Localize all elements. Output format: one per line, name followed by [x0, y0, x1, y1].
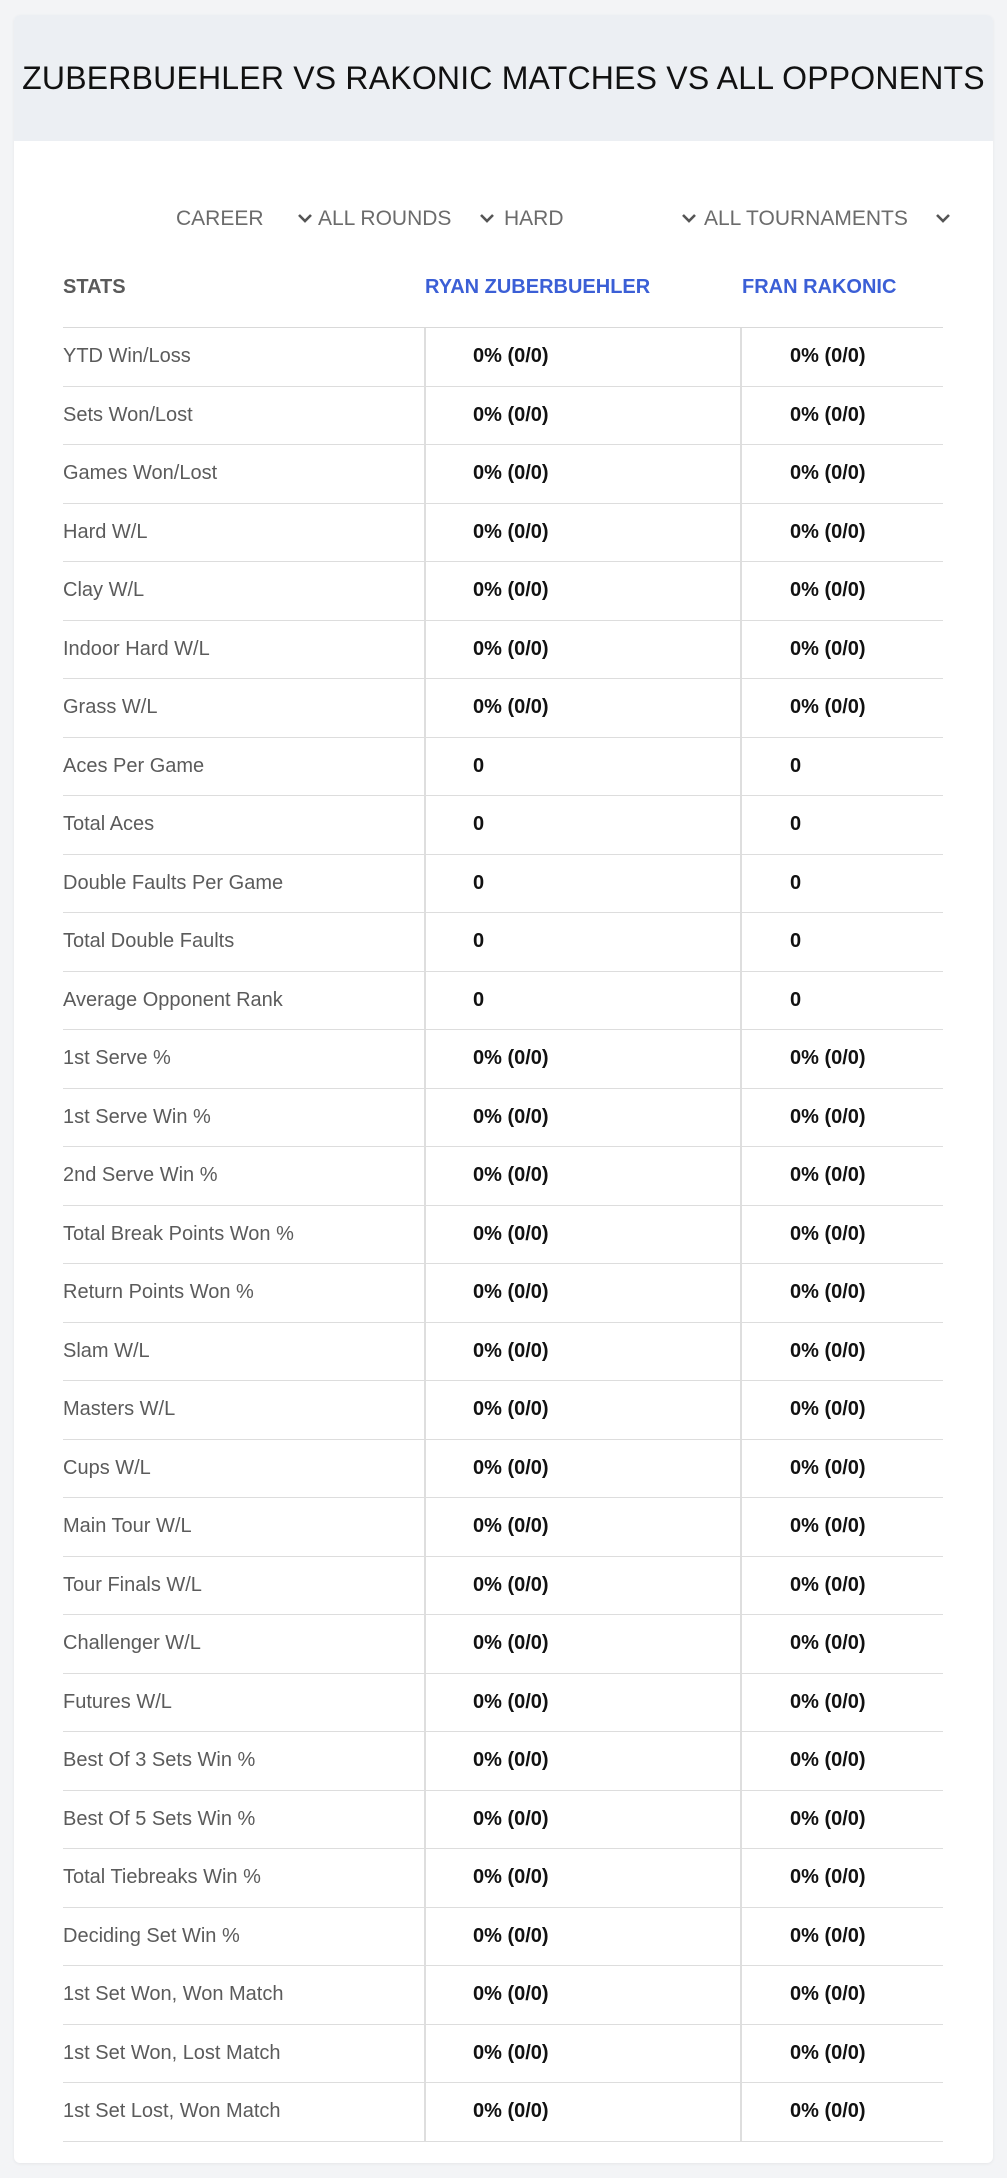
column-divider [740, 1908, 742, 1966]
table-row [63, 1732, 943, 1791]
column-divider [740, 1264, 742, 1322]
player1-stat-value: 0% (0/0) [473, 403, 549, 426]
table-row [63, 2025, 943, 2084]
table-row [63, 1674, 943, 1733]
player2-stat-value: 0% (0/0) [790, 1573, 866, 1596]
player2-stat-value: 0% (0/0) [790, 579, 866, 601]
player2-stat-value: 0% (0/0) [790, 1983, 866, 2005]
player2-stat-value: 0% (0/0) [790, 1398, 866, 1420]
stat-label: Clay W/L [63, 579, 145, 601]
player1-stat-value: 0% (0/0) [473, 1807, 549, 1830]
player2-stat-value: 0% (0/0) [790, 1164, 866, 1186]
table-row [63, 1381, 943, 1440]
table-row [63, 1966, 943, 2025]
player1-stat-value: 0% (0/0) [473, 1515, 549, 1537]
column-divider [424, 1908, 426, 1966]
page-title: ZUBERBUEHLER VS RAKONIC MATCHES VS ALL OPPONENTS [22, 59, 985, 96]
stat-label: Futures W/L [63, 1690, 172, 1713]
table-row [63, 1147, 943, 1206]
chevron-down-icon [294, 208, 316, 230]
card-header [14, 15, 993, 141]
stats-card [14, 15, 993, 2163]
stat-label: Indoor Hard W/L [63, 637, 210, 660]
column-divider [424, 1498, 426, 1556]
player1-stat-value: 0% (0/0) [473, 1690, 549, 1713]
column-divider [424, 1615, 426, 1673]
column-divider [424, 1206, 426, 1264]
stat-label: 1st Set Won, Lost Match [63, 2041, 281, 2064]
stat-label: 1st Serve % [63, 1047, 171, 1069]
player2-stat-value: 0% (0/0) [790, 1047, 866, 1069]
column-divider [424, 1089, 426, 1147]
table-row [63, 387, 943, 446]
career-filter-select[interactable] [176, 191, 316, 247]
player1-stat-value: 0 [473, 813, 485, 835]
column-divider [424, 1732, 426, 1790]
table-row [63, 1206, 943, 1265]
column-divider [740, 387, 742, 445]
column-divider [740, 1732, 742, 1790]
rounds-filter-label: ALL ROUNDS [318, 207, 452, 230]
column-divider [740, 1089, 742, 1147]
chevron-down-icon [678, 208, 700, 230]
column-divider [740, 1557, 742, 1615]
player1-stat-value: 0% (0/0) [473, 1281, 549, 1303]
column-divider [424, 445, 426, 503]
tournaments-filter-label: ALL TOURNAMENTS [704, 207, 908, 230]
rounds-filter-select[interactable] [318, 191, 498, 247]
player1-stat-value: 0 [473, 754, 485, 777]
player2-stat-value: 0% (0/0) [790, 1281, 866, 1303]
column-divider [424, 504, 426, 562]
stat-label: Deciding Set Win % [63, 1924, 240, 1947]
column-divider [740, 679, 742, 737]
column-divider [740, 504, 742, 562]
table-row [63, 679, 943, 738]
player1-stat-value: 0% (0/0) [473, 462, 549, 484]
column-divider [740, 913, 742, 971]
table-header-row [63, 247, 943, 328]
table-row [63, 562, 943, 621]
tournaments-filter-select[interactable] [704, 191, 954, 247]
column-divider [424, 1440, 426, 1498]
player2-stat-value: 0% (0/0) [790, 1924, 866, 1947]
chevron-down-icon [476, 208, 498, 230]
column-divider [424, 562, 426, 620]
stat-label: Main Tour W/L [63, 1515, 192, 1537]
player1-stat-value: 0% (0/0) [473, 2100, 549, 2122]
player2-stat-value: 0% (0/0) [790, 2100, 866, 2122]
player1-stat-value: 0% (0/0) [473, 1573, 549, 1596]
table-row [63, 972, 943, 1031]
table-row [63, 1791, 943, 1850]
player2-stat-value: 0% (0/0) [790, 1807, 866, 1830]
player2-stat-value: 0 [790, 871, 802, 894]
stat-label: 1st Set Won, Won Match [63, 1983, 284, 2005]
stat-label: Cups W/L [63, 1456, 151, 1479]
column-divider [740, 562, 742, 620]
player2-stat-value: 0% (0/0) [790, 520, 866, 543]
table-row [63, 913, 943, 972]
player2-stat-value: 0% (0/0) [790, 1866, 866, 1888]
player2-stat-value: 0% (0/0) [790, 1749, 866, 1771]
table-row [63, 1498, 943, 1557]
column-divider [424, 328, 426, 386]
stat-label: Aces Per Game [63, 754, 205, 777]
column-divider [424, 855, 426, 913]
player2-stat-value: 0% (0/0) [790, 2041, 866, 2064]
stat-label: Grass W/L [63, 696, 158, 718]
table-row [63, 1849, 943, 1908]
player2-stat-value: 0% (0/0) [790, 1105, 866, 1128]
player2-stat-value: 0 [790, 988, 802, 1011]
player2-stat-value: 0% (0/0) [790, 1339, 866, 1362]
filter-bar [14, 191, 993, 247]
column-divider [740, 445, 742, 503]
column-divider [424, 913, 426, 971]
column-divider [424, 1791, 426, 1849]
player1-stat-value: 0 [473, 930, 485, 952]
player2-stat-value: 0% (0/0) [790, 345, 866, 367]
stat-label: Total Tiebreaks Win % [63, 1866, 261, 1888]
player2-stat-value: 0 [790, 813, 802, 835]
stat-label: Masters W/L [63, 1398, 176, 1420]
surface-filter-label: HARD [504, 207, 564, 230]
table-row [63, 1440, 943, 1499]
column-divider [424, 621, 426, 679]
stat-label: Total Double Faults [63, 930, 235, 952]
stat-label: Total Break Points Won % [63, 1222, 294, 1245]
column-divider [740, 328, 742, 386]
stat-label: Games Won/Lost [63, 462, 218, 484]
column-divider [424, 1030, 426, 1088]
column-divider [424, 2025, 426, 2083]
stat-label: YTD Win/Loss [63, 345, 191, 367]
column-divider [740, 1674, 742, 1732]
player1-stat-value: 0% (0/0) [473, 637, 549, 660]
table-row [63, 1908, 943, 1967]
player1-stat-value: 0% (0/0) [473, 1632, 549, 1654]
player2-stat-value: 0% (0/0) [790, 637, 866, 660]
column-divider [740, 1791, 742, 1849]
player1-stat-value: 0% (0/0) [473, 696, 549, 718]
table-row [63, 445, 943, 504]
player1-stat-value: 0% (0/0) [473, 1105, 549, 1128]
stat-label: Total Aces [63, 813, 155, 835]
chevron-down-icon [932, 208, 954, 230]
player1-stat-value: 0% (0/0) [473, 1866, 549, 1888]
player1-stat-value: 0% (0/0) [473, 2041, 549, 2064]
player1-stat-value: 0% (0/0) [473, 1983, 549, 2005]
column-divider [424, 1849, 426, 1907]
column-divider [740, 1615, 742, 1673]
table-row [63, 1030, 943, 1089]
table-row [63, 1264, 943, 1323]
player1-column-header[interactable]: RYAN ZUBERBUEHLER [425, 275, 651, 298]
stats-column-header: STATS [63, 275, 126, 298]
player2-stat-value: 0% (0/0) [790, 462, 866, 484]
column-divider [740, 1323, 742, 1381]
table-row [63, 621, 943, 680]
column-divider [424, 2083, 426, 2141]
column-divider [740, 1381, 742, 1439]
column-divider [740, 2025, 742, 2083]
column-divider [424, 1381, 426, 1439]
stat-label: Slam W/L [63, 1339, 150, 1362]
column-divider [424, 1966, 426, 2024]
player1-stat-value: 0% (0/0) [473, 345, 549, 367]
column-divider [740, 1030, 742, 1088]
stat-label: 2nd Serve Win % [63, 1164, 218, 1186]
player1-stat-value: 0% (0/0) [473, 1924, 549, 1947]
column-divider [424, 1674, 426, 1732]
stat-label: 1st Serve Win % [63, 1105, 211, 1128]
column-divider [740, 1849, 742, 1907]
stat-label: Average Opponent Rank [63, 988, 283, 1011]
column-divider [424, 1323, 426, 1381]
stat-label: Challenger W/L [63, 1632, 201, 1654]
player2-column-header[interactable]: FRAN RAKONIC [742, 275, 897, 298]
table-row [63, 855, 943, 914]
table-row [63, 504, 943, 563]
stat-label: 1st Set Lost, Won Match [63, 2100, 281, 2122]
column-divider [740, 855, 742, 913]
column-divider [740, 738, 742, 796]
column-divider [424, 796, 426, 854]
surface-filter-select[interactable] [504, 191, 700, 247]
player1-stat-value: 0 [473, 988, 485, 1011]
player1-stat-value: 0% (0/0) [473, 1222, 549, 1245]
column-divider [740, 1440, 742, 1498]
stat-label: Return Points Won % [63, 1281, 254, 1303]
column-divider [424, 1557, 426, 1615]
player1-stat-value: 0% (0/0) [473, 1398, 549, 1420]
stats-table [63, 247, 943, 2142]
table-row [63, 1323, 943, 1382]
player2-stat-value: 0% (0/0) [790, 1456, 866, 1479]
table-body [63, 328, 943, 2142]
column-divider [424, 1147, 426, 1205]
player1-stat-value: 0% (0/0) [473, 1047, 549, 1069]
column-divider [424, 972, 426, 1030]
table-row [63, 1615, 943, 1674]
column-divider [740, 1147, 742, 1205]
player2-stat-value: 0% (0/0) [790, 1690, 866, 1713]
column-divider [424, 738, 426, 796]
column-divider [740, 621, 742, 679]
player1-stat-value: 0% (0/0) [473, 1749, 549, 1771]
column-divider [740, 972, 742, 1030]
player2-stat-value: 0% (0/0) [790, 1632, 866, 1654]
player1-stat-value: 0% (0/0) [473, 579, 549, 601]
stat-label: Hard W/L [63, 520, 148, 543]
column-divider [740, 1498, 742, 1556]
player1-stat-value: 0% (0/0) [473, 1339, 549, 1362]
table-row [63, 738, 943, 797]
column-divider [424, 1264, 426, 1322]
stat-label: Sets Won/Lost [63, 403, 193, 426]
career-filter-label: CAREER [176, 207, 264, 230]
table-row [63, 328, 943, 387]
player2-stat-value: 0 [790, 930, 802, 952]
player2-stat-value: 0% (0/0) [790, 1222, 866, 1245]
column-divider [740, 1966, 742, 2024]
table-row [63, 796, 943, 855]
player2-stat-value: 0% (0/0) [790, 403, 866, 426]
stat-label: Tour Finals W/L [63, 1573, 202, 1596]
player2-stat-value: 0 [790, 754, 802, 777]
player1-stat-value: 0% (0/0) [473, 1456, 549, 1479]
stat-label: Best Of 5 Sets Win % [63, 1807, 256, 1830]
column-divider [424, 387, 426, 445]
column-divider [740, 796, 742, 854]
player1-stat-value: 0% (0/0) [473, 1164, 549, 1186]
stat-label: Best Of 3 Sets Win % [63, 1749, 256, 1771]
stat-label: Double Faults Per Game [63, 871, 284, 894]
table-row [63, 1089, 943, 1148]
table-row [63, 1557, 943, 1616]
player1-stat-value: 0 [473, 871, 485, 894]
player2-stat-value: 0% (0/0) [790, 696, 866, 718]
column-divider [424, 679, 426, 737]
player2-stat-value: 0% (0/0) [790, 1515, 866, 1537]
column-divider [740, 1206, 742, 1264]
player1-stat-value: 0% (0/0) [473, 520, 549, 543]
column-divider [740, 2083, 742, 2141]
table-row [63, 2083, 943, 2142]
